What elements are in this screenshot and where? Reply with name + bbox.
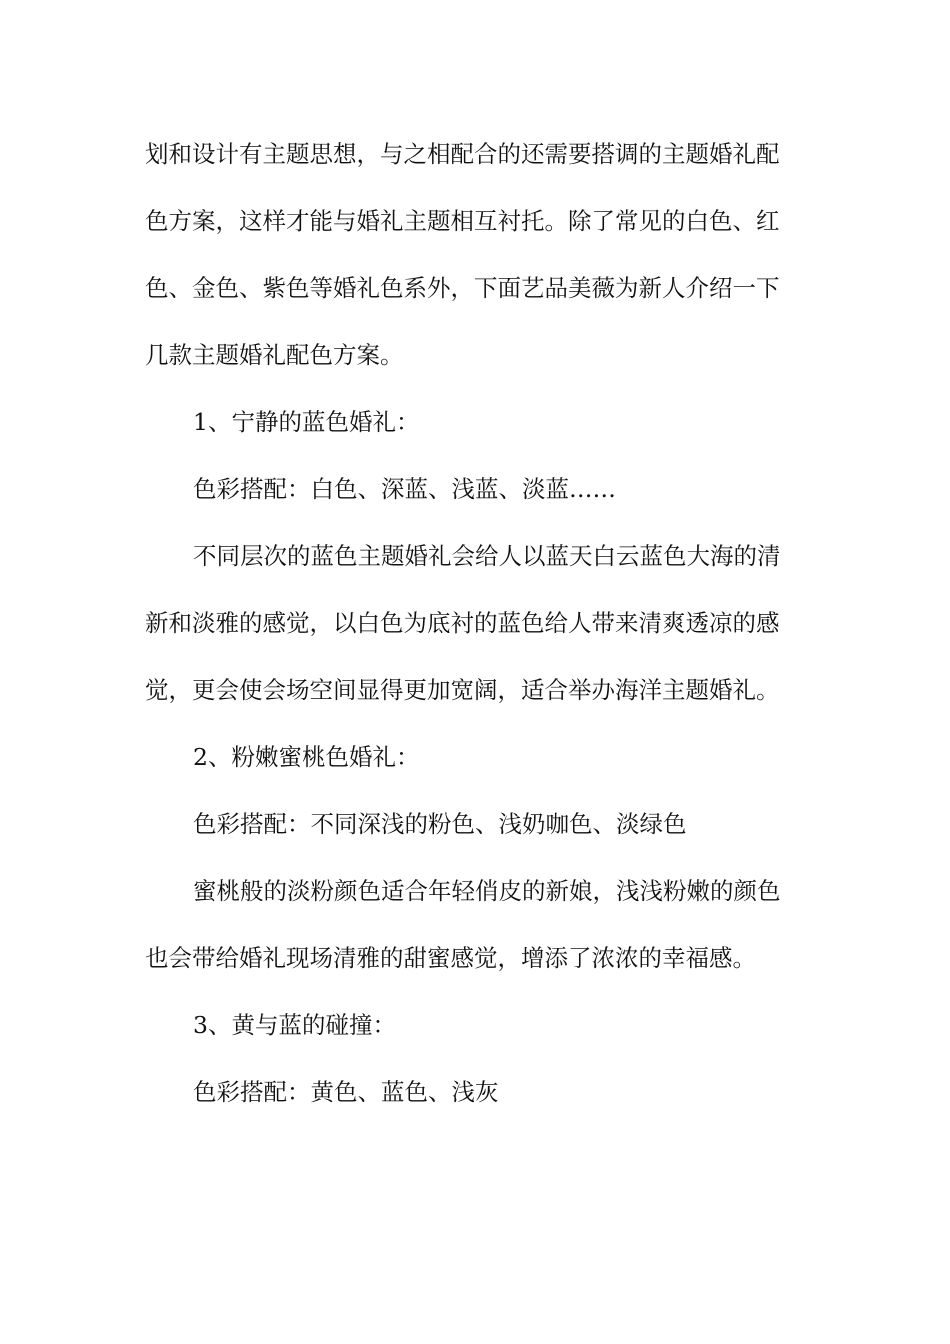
document-body [145,125,805,1130]
text-line: 色方案，这样才能与婚礼主题相互衬托。除了常见的白色、红 [145,207,780,235]
text-line: 划和设计有主题思想，与之相配合的还需要搭调的主题婚礼配 [145,140,780,168]
section-heading-yellow-blue: 3、黄与蓝的碰撞： [193,1011,396,1039]
text-line: 几款主题婚礼配色方案。 [145,341,404,369]
text-line: 觉，更会使会场空间显得更加宽阔，适合举办海洋主题婚礼。 [145,676,780,704]
text-line: 色、金色、紫色等婚礼色系外，下面艺品美薇为新人介绍一下 [145,274,780,302]
text-line: 也会带给婚礼现场清雅的甜蜜感觉，增添了浓浓的幸福感。 [145,944,756,972]
text-line: 新和淡雅的感觉，以白色为底衬的蓝色给人带来清爽透凉的感 [145,609,780,637]
color-palette-line: 色彩搭配：黄色、蓝色、浅灰 [193,1078,499,1106]
color-palette-line: 色彩搭配：不同深浅的粉色、浅奶咖色、淡绿色 [193,810,687,838]
section-heading-peach-wedding: 2、粉嫩蜜桃色婚礼： [193,743,420,771]
color-palette-line: 色彩搭配：白色、深蓝、浅蓝、淡蓝…… [193,475,616,503]
text-line: 不同层次的蓝色主题婚礼会给人以蓝天白云蓝色大海的清 [193,542,781,570]
section-heading-blue-wedding: 1、宁静的蓝色婚礼： [193,408,420,436]
text-line: 蜜桃般的淡粉颜色适合年轻俏皮的新娘，浅浅粉嫩的颜色 [193,877,781,905]
